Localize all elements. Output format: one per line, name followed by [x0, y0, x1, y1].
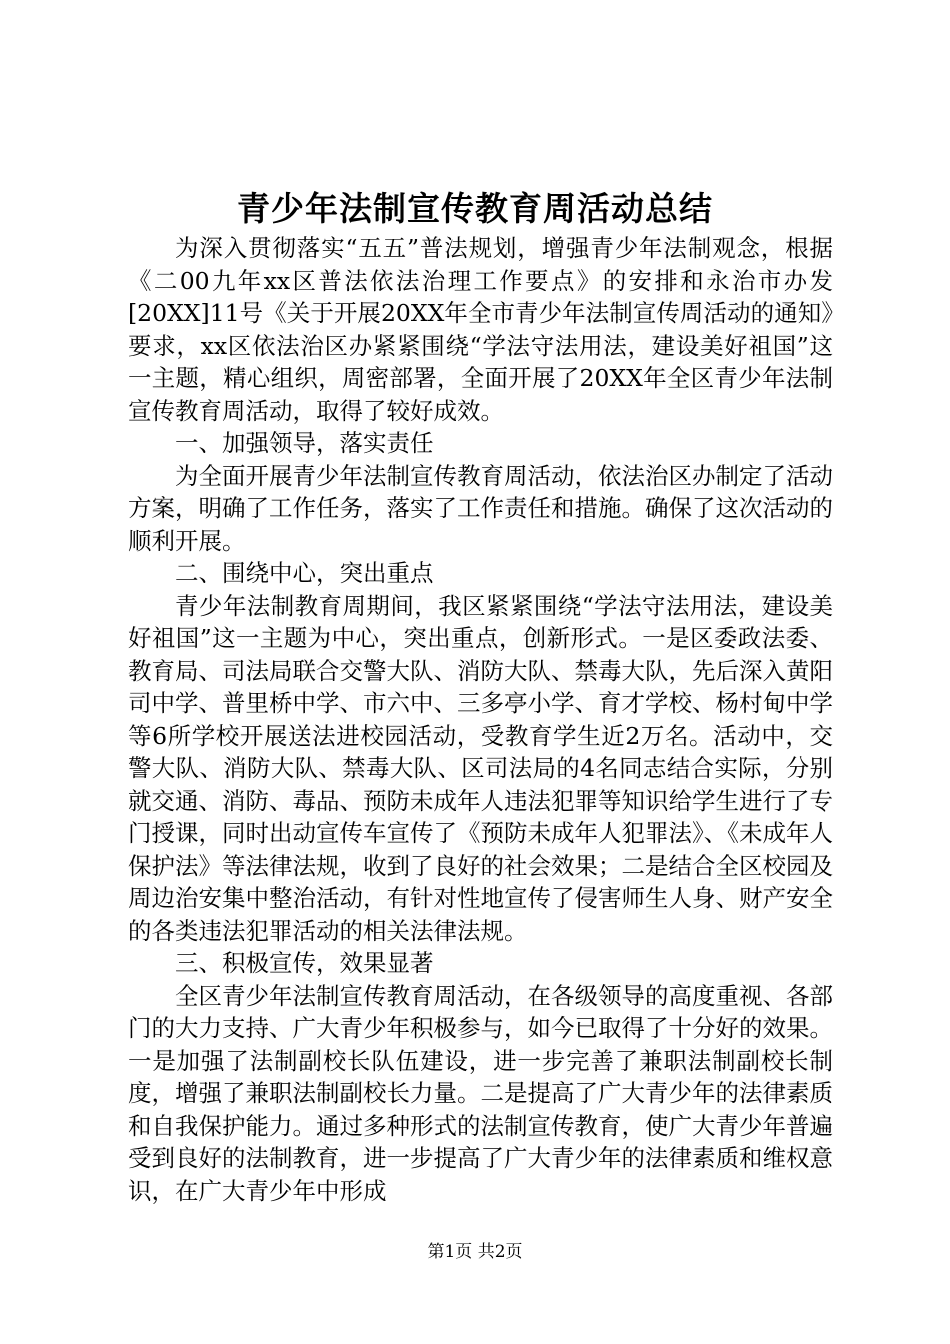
intro-paragraph: 为深入贯彻落实“五五”普法规划，增强青少年法制观念，根据《二00九年xx区普法依法治理工作要点》的安排和永治市办发[20XX]11号《关于开展20XX年全市青少年法制宣传周活动的通知》要求，xx区依法治区办紧紧围绕“学法守法用法，建设美好祖国”这一主题，精心组织，周密部署，全面开展了20XX年全区青少年法制宣传教育周活动，取得了较好成效。	[128, 234, 833, 425]
section-paragraph-1: 为全面开展青少年法制宣传教育周活动，依法治区办制定了活动方案，明确了工作任务，落实了工作责任和措施。确保了这次活动的顺利开展。	[128, 461, 833, 555]
section-heading-3: 三、积极宣传，效果显著	[175, 949, 434, 977]
section-heading-2: 二、围绕中心，突出重点	[175, 559, 434, 587]
section-paragraph-2: 青少年法制教育周期间，我区紧紧围绕“学法守法用法，建设美好祖国”这一主题为中心，突出重点，创新形式。一是区委政法委、教育局、司法局联合交警大队、消防大队、禁毒大队，先后深入黄阳司中学、普里桥中学、市六中、三多亭小学、育才学校、杨村甸中学等6所学校开展送法进校园活动，受教育学生近2万名。活动中，交警大队、消防大队、禁毒大队、区司法局的4名同志结合实际，分别就交通、消防、毒品、预防未成年人违法犯罪等知识给学生进行了专门授课，同时出动宣传车宣传了《预防未成年人犯罪法》、《未成年人保护法》等法律法规，收到了良好的社会效果；二是结合全区校园及周边治安集中整治活动，有针对性地宣传了侵害师生人身、财产安全的各类违法犯罪活动的相关法律法规。	[128, 591, 833, 945]
section-heading-1: 一、加强领导，落实责任	[175, 429, 434, 457]
document-title: 青少年法制宣传教育周活动总结	[237, 189, 713, 228]
page-number-footer: 第1页 共2页	[427, 1242, 523, 1262]
document-body	[128, 232, 833, 1207]
section-paragraph-3: 全区青少年法制宣传教育周活动，在各级领导的高度重视、各部门的大力支持、广大青少年积极参与，如今已取得了十分好的效果。一是加强了法制副校长队伍建设，进一步完善了兼职法制副校长制度，增强了兼职法制副校长力量。二是提高了广大青少年的法律素质和自我保护能力。通过多种形式的法制宣传教育，使广大青少年普遍受到良好的法制教育，进一步提高了广大青少年的法律素质和维权意识，在广大青少年中形成	[128, 981, 833, 1205]
